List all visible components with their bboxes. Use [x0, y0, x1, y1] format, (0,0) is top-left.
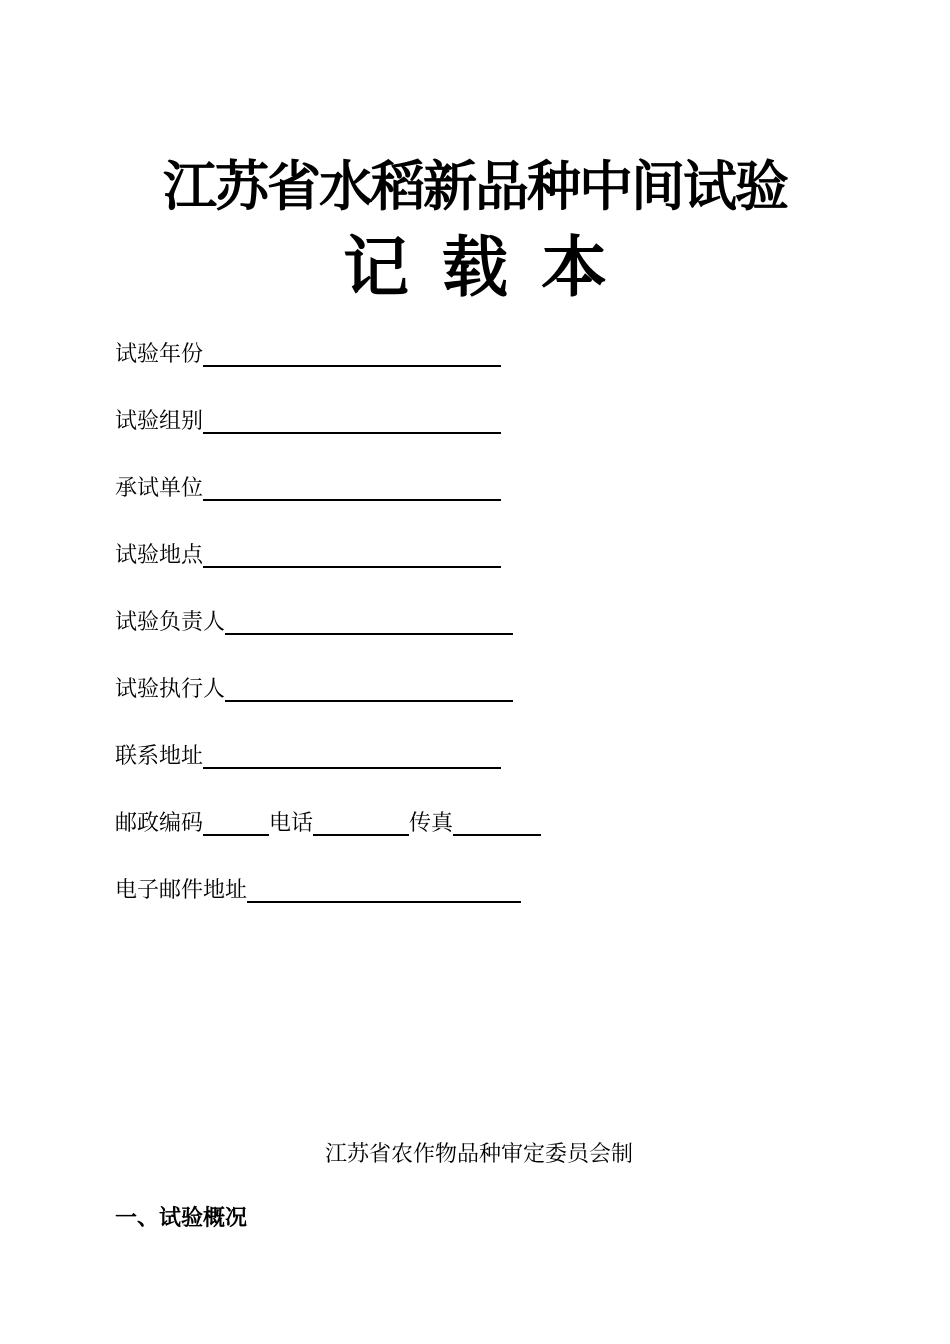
field-executor-blank[interactable] — [225, 678, 513, 702]
document-subtitle: 记 载 本 — [343, 229, 607, 306]
field-address-label: 联系地址 — [115, 744, 204, 769]
field-email-blank[interactable] — [247, 879, 521, 903]
field-fax-label: 传真 — [409, 811, 454, 836]
document-title: 江苏省水稻新品种中间试验 — [163, 155, 787, 218]
field-phone-label: 电话 — [269, 811, 314, 836]
field-responsible-blank[interactable] — [225, 611, 513, 635]
field-unit-blank[interactable] — [203, 477, 501, 501]
field-fax-blank[interactable] — [453, 812, 541, 836]
field-year-label: 试验年份 — [115, 342, 204, 367]
field-group-label: 试验组别 — [115, 409, 204, 434]
field-contact-row — [115, 807, 541, 837]
field-year — [115, 338, 501, 368]
field-address — [115, 740, 501, 770]
field-location-label: 试验地点 — [115, 543, 204, 568]
field-email-label: 电子邮件地址 — [115, 878, 248, 903]
field-postcode-label: 邮政编码 — [115, 811, 204, 836]
field-executor-label: 试验执行人 — [115, 677, 226, 702]
field-responsible — [115, 606, 513, 636]
field-phone-blank[interactable] — [313, 812, 409, 836]
field-location — [115, 539, 501, 569]
field-unit-label: 承试单位 — [115, 476, 204, 501]
field-address-blank[interactable] — [203, 745, 501, 769]
field-year-blank[interactable] — [203, 343, 501, 367]
field-group — [115, 405, 501, 435]
field-executor — [115, 673, 513, 703]
section-heading: 一、试验概况 — [115, 1206, 248, 1231]
field-responsible-label: 试验负责人 — [115, 610, 226, 635]
issuing-organization: 江苏省农作物品种审定委员会制 — [324, 1142, 633, 1167]
field-group-blank[interactable] — [203, 410, 501, 434]
field-email — [115, 874, 521, 904]
field-location-blank[interactable] — [203, 544, 501, 568]
field-postcode-blank[interactable] — [203, 812, 269, 836]
field-unit — [115, 472, 501, 502]
